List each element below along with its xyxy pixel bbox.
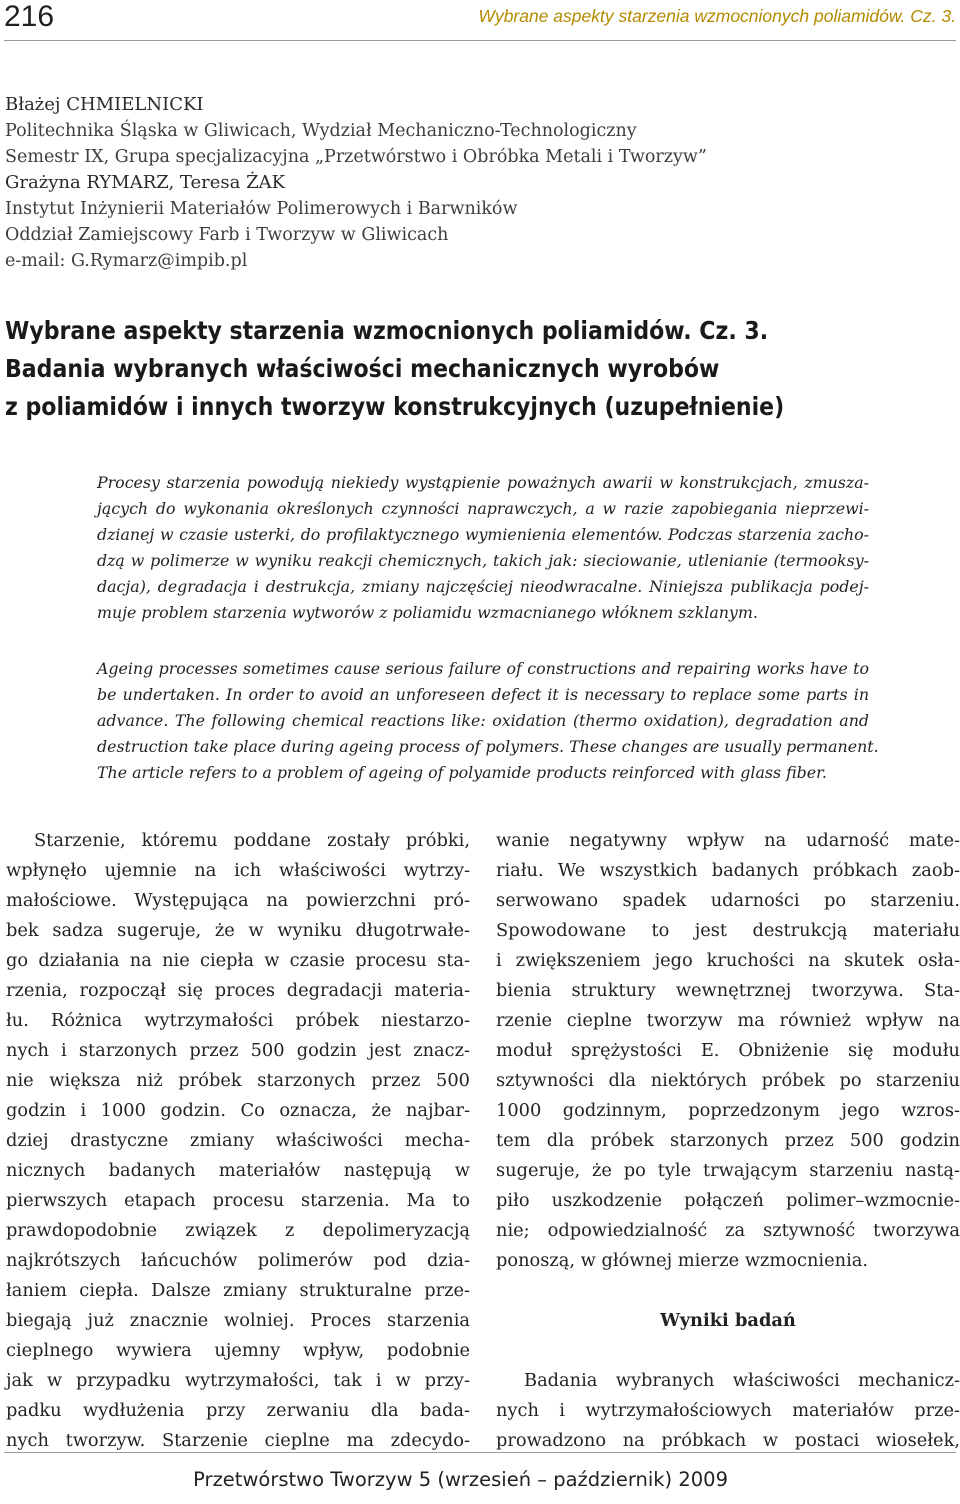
body-line: prawdopodobnie związek z depolimeryzacją <box>6 1220 470 1241</box>
abstract-english <box>97 656 879 786</box>
article-title <box>5 312 860 426</box>
body-line: sugeruje, że po tyle trwającym starzeniu nastą- <box>496 1160 960 1181</box>
abstract-line: destruction take place during ageing process of polymers. These changes are usually permanent. <box>97 737 879 756</box>
body-line: rzenia, rozpoczął się proces degradacji materia- <box>6 980 470 1001</box>
affiliation-line: Instytut Inżynierii Materiałów Polimerowych i Barwników <box>5 199 518 219</box>
body-line: jak w przypadku wytrzymałości, tak i w przy- <box>6 1370 470 1391</box>
abstract-line: muje problem starzenia wytworów z poliamidu wzmacnianego włóknem szklanym. <box>97 603 758 622</box>
spacer <box>496 1276 960 1306</box>
running-title: Wybrane aspekty starzenia wzmocnionych poliamidów. Cz. 3. <box>478 6 956 26</box>
body-line: Badania wybranych właściwości mechanicz- <box>524 1370 960 1391</box>
page-header <box>0 0 960 40</box>
author-block <box>5 92 955 274</box>
body-line: najkrótszych łańcuchów polimerów pod dzia- <box>6 1250 470 1271</box>
title-line: Badania wybranych właściwości mechanicznych wyrobów <box>5 354 720 383</box>
body-line: 1000 godzinnym, poprzedzonym jego wzros- <box>496 1100 960 1121</box>
title-line: Wybrane aspekty starzenia wzmocnionych poliamidów. Cz. 3. <box>5 316 769 345</box>
body-line: godzin i 1000 godzin. Co oznacza, że najbar- <box>6 1100 470 1121</box>
journal-issue: Przetwórstwo Tworzyw 5 (wrzesień – październik) 2009 <box>193 1468 728 1491</box>
body-line: padku wydłużenia przy zerwaniu dla bada- <box>6 1400 470 1421</box>
body-line: Spowodowane to jest destrukcją materiału <box>496 920 960 941</box>
header-rule <box>4 40 956 41</box>
body-line: i zwiększeniem jego kruchości na skutek osła- <box>496 950 960 971</box>
body-line: go działania na nie ciepła w czasie procesu sta- <box>6 950 470 971</box>
body-line: bek sadza sugeruje, że w wyniku długotrwałe- <box>6 920 470 941</box>
affiliation-line: Politechnika Śląska w Gliwicach, Wydział Mechaniczno-Technologiczny <box>5 121 637 141</box>
spacer <box>496 1336 960 1366</box>
abstract-line: The article refers to a problem of ageing of polyamide products reinforced with glass fiber. <box>97 763 827 782</box>
body-line: sztywności dla niektórych próbek po starzeniu <box>496 1070 960 1091</box>
abstract-line: dacja), degradacja i destrukcja, zmiany najczęściej nieodwracalne. Niniejsza publikacja podej- <box>97 577 869 596</box>
abstract-line: Procesy starzenia powodują niekiedy wystąpienie poważnych awarii w konstrukcjach, zmusza- <box>97 473 869 492</box>
abstract-line: dzianej w czasie usterki, do profilaktycznego wymienienia elementów. Podczas starzenia zacho- <box>97 525 869 544</box>
body-line: nie większa niż próbek starzonych przez 500 <box>6 1070 470 1091</box>
abstract-line: jących do wykonania określonych czynności naprawczych, a w razie zapobiegania nieprzewi- <box>97 499 869 518</box>
section-heading: Wyniki badań <box>660 1310 796 1331</box>
author-line: Błażej CHMIELNICKI <box>5 94 204 115</box>
body-line: serwowano spadek udarności po starzeniu. <box>496 890 960 911</box>
abstract-polish <box>97 470 869 626</box>
body-line: nych i starzonych przez 500 godzin jest znacz- <box>6 1040 470 1061</box>
body-line: wpłynęło ujemnie na ich właściwości wytrzy- <box>6 860 470 881</box>
body-line: moduł sprężystości E. Obniżenie się modułu <box>496 1040 960 1061</box>
body-line: Starzenie, któremu poddane zostały próbki, <box>34 830 470 851</box>
body-line: małościowe. Występująca na powierzchni pró- <box>6 890 470 911</box>
body-line: nych tworzyw. Starzenie cieplne ma zdecydo- <box>6 1430 470 1451</box>
body-line: cieplnego wywiera ujemny wpływ, podobnie <box>6 1340 470 1361</box>
body-line: prowadzono na próbkach w postaci wiosełek, <box>496 1430 960 1451</box>
abstract-line: advance. The following chemical reactions like: oxidation (thermo oxidation), degradation and <box>97 711 869 730</box>
body-line: nych i wytrzymałościowych materiałów prze- <box>496 1400 960 1421</box>
body-line: piło uszkodzenie połączeń polimer–wzmocnie- <box>496 1190 960 1211</box>
body-line: riału. We wszystkich badanych próbkach zaob- <box>496 860 960 881</box>
body-line: łaniem ciepła. Dalsze zmiany strukturalne prze- <box>6 1280 470 1301</box>
body-line: ponoszą, w głównej mierze wzmocnienia. <box>496 1250 869 1271</box>
body-column-left <box>6 826 470 1456</box>
body-line: tem dla próbek starzonych przez 500 godzin <box>496 1130 960 1151</box>
footer-rule <box>4 1452 956 1453</box>
body-line: bienia struktury wewnętrznej tworzywa. Sta- <box>496 980 960 1001</box>
body-line: wanie negatywny wpływ na udarność mate- <box>496 830 960 851</box>
affiliation-line: Oddział Zamiejscowy Farb i Tworzyw w Gliwicach <box>5 225 449 245</box>
body-line: pierwszych etapach procesu starzenia. Ma to <box>6 1190 470 1211</box>
title-line: z poliamidów i innych tworzyw konstrukcyjnych (uzupełnienie) <box>5 392 785 421</box>
abstract-line: be undertaken. In order to avoid an unforeseen defect it is necessary to replace some parts in <box>97 685 869 704</box>
body-line: biegają już znacznie wolniej. Proces starzenia <box>6 1310 470 1331</box>
body-line: rzenie cieplne tworzyw ma również wpływ na <box>496 1010 960 1031</box>
abstract-line: dzą w polimerze w wyniku reakcji chemicznych, takich jak: sieciowanie, utlenianie (termooksy- <box>97 551 869 570</box>
abstract-line: Ageing processes sometimes cause serious failure of constructions and repairing works have to <box>97 659 869 678</box>
affiliation-line: Semestr IX, Grupa specjalizacyjna „Przetwórstwo i Obróbka Metali i Tworzyw” <box>5 147 707 167</box>
body-line: nie; odpowiedzialność za sztywność tworzywa <box>496 1220 960 1241</box>
body-column-right <box>496 826 960 1456</box>
author-line: Grażyna RYMARZ, Teresa ŻAK <box>5 172 286 193</box>
body-line: nicznych badanych materiałów następują w <box>6 1160 470 1181</box>
page-number: 216 <box>4 0 55 33</box>
body-line: dziej drastyczne zmiany właściwości mecha- <box>6 1130 470 1151</box>
email-line: e-mail: G.Rymarz@impib.pl <box>5 251 248 271</box>
body-line: łu. Różnica wytrzymałości próbek niestarzo- <box>6 1010 470 1031</box>
